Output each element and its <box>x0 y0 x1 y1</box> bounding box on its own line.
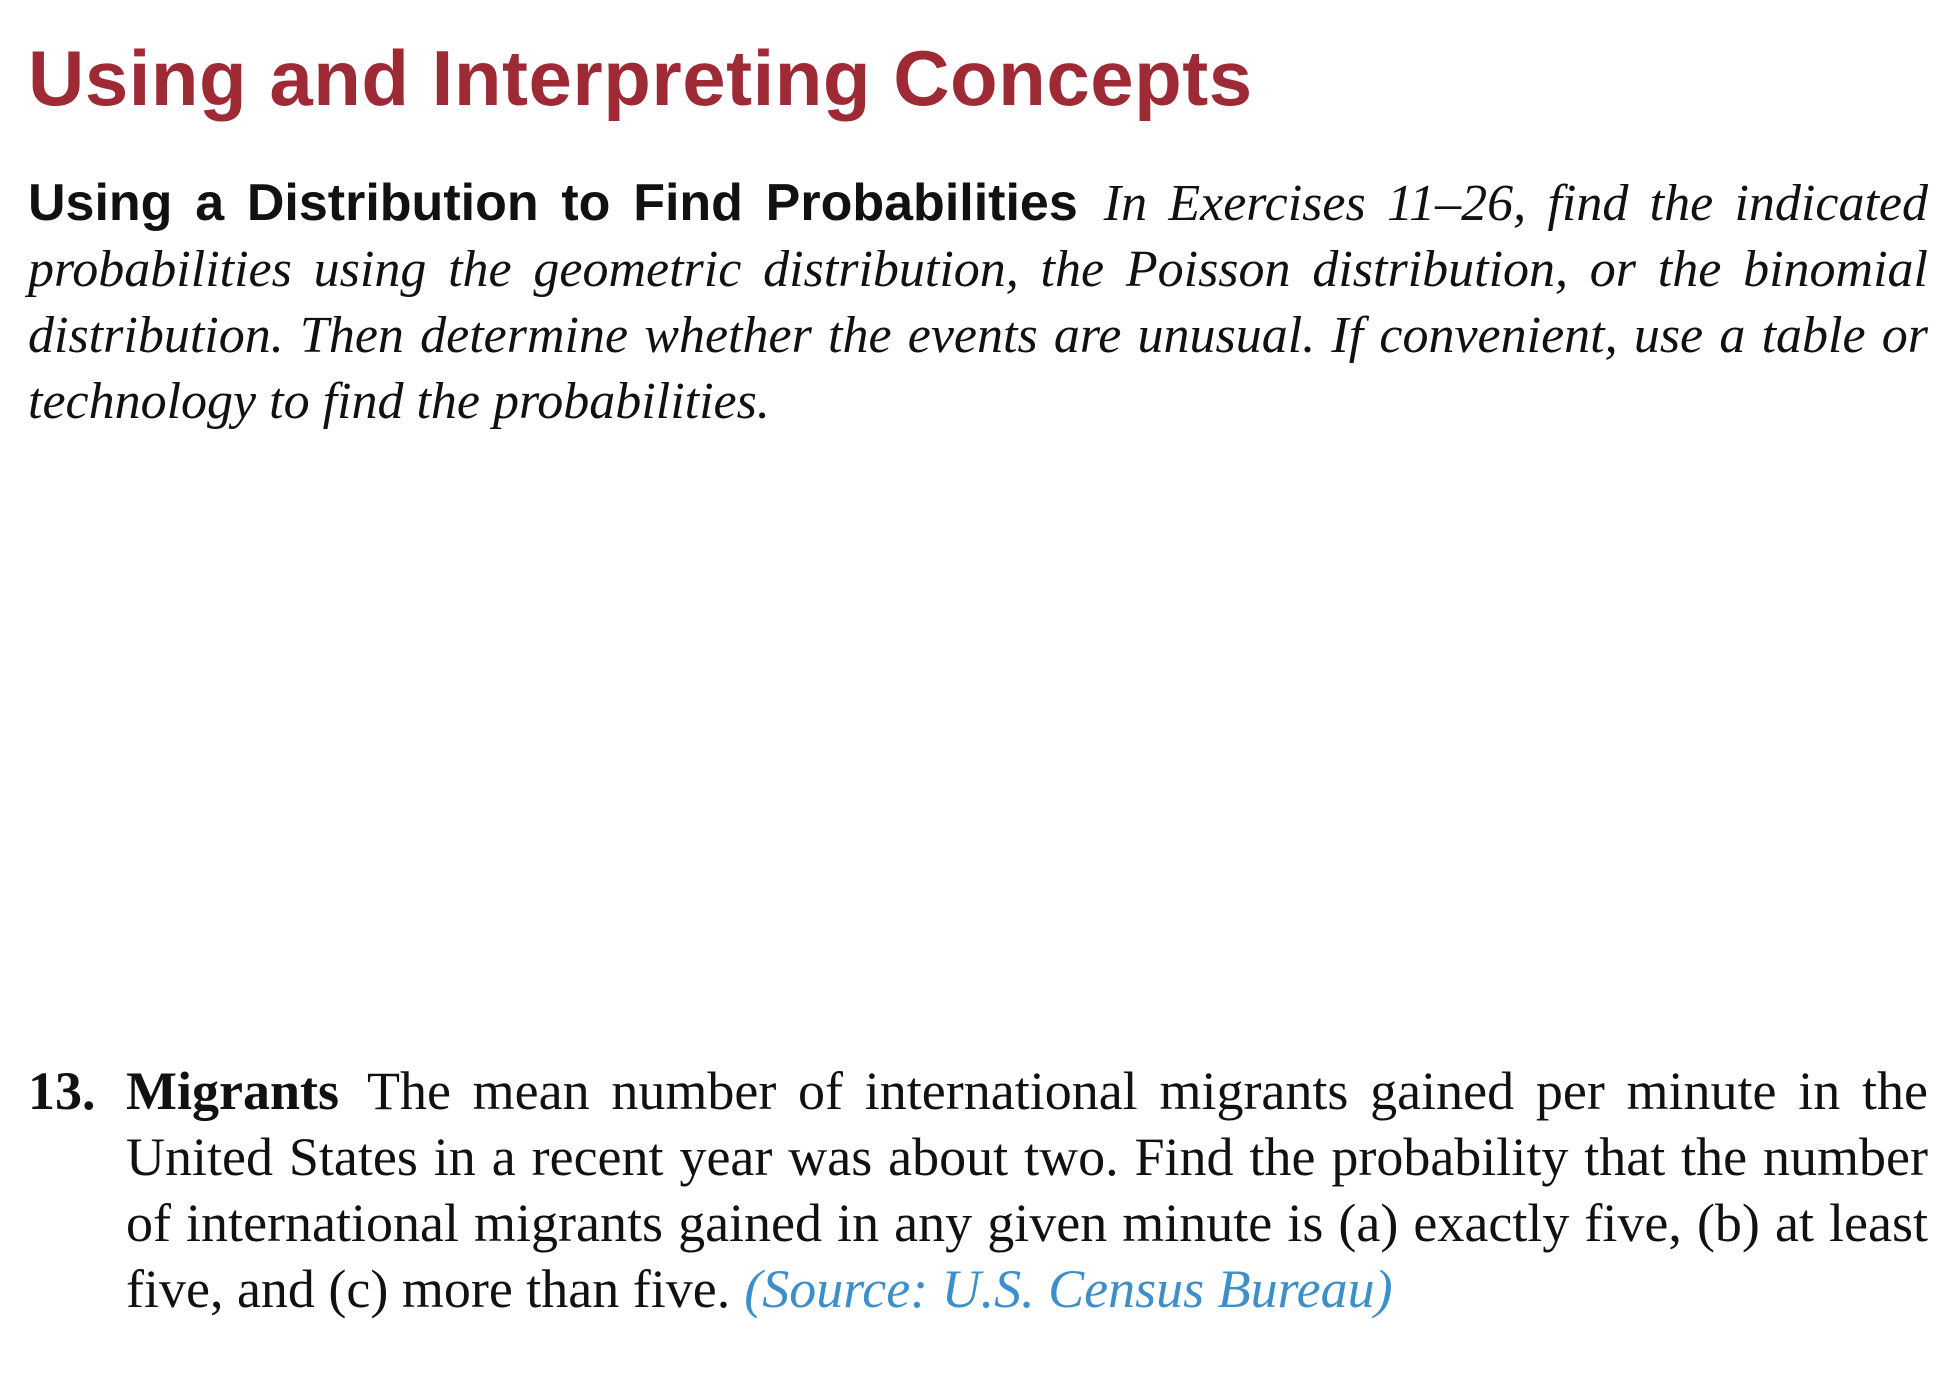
exercise-instructions <box>28 170 1928 435</box>
exercise-number: 13. <box>28 1061 96 1121</box>
exercise-title: Migrants <box>126 1061 339 1121</box>
section-title: Using and Interpreting Concepts <box>28 34 1253 122</box>
exercise-source: (Source: U.S. Census Bureau) <box>744 1259 1393 1319</box>
exercise-13 <box>28 1058 1928 1322</box>
exercise-body <box>126 1058 1928 1322</box>
exercise-text: The mean number of international migrants gained per minute in the United States in a recent year was about two. Find the probability that the number of international migrants gained in any given minute is (a) exactly five, (b) at least five, and (c) more than five. <box>126 1061 1928 1319</box>
instructions-text: In Exercises 11–26, find the indicated probabilities using the geometric distribution, the Poisson distribution, or the binomial distribution. Then determine whether the events are unusual. If convenient, use a table or technology to find the probabilities. <box>28 175 1928 430</box>
instructions-heading: Using a Distribution to Find Probabilities <box>28 174 1078 232</box>
